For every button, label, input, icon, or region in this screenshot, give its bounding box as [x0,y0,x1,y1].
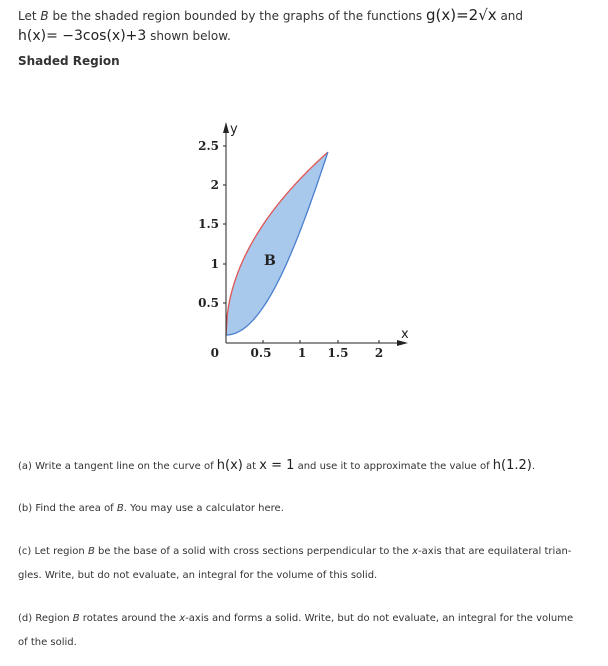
region-b-label: B [264,253,276,269]
question-text: (b) Find the area of [18,503,117,514]
question-c-line-2: gles. Write, but do not evaluate, an integral for the volume of this solid. [18,570,378,581]
x-tick-label: 1.5 [327,346,349,360]
question-d [18,607,573,655]
axis-variable: x [179,613,186,624]
y-tick-label: 2 [210,178,219,192]
region-b-fill [226,152,328,335]
axis-variable: x [412,546,419,557]
region-variable: B [87,546,95,557]
question-text: (a) Write a tangent line on the curve of [18,461,217,472]
question-text: (d) Region [18,613,73,624]
y-tick-label: 1.5 [198,217,219,231]
question-text: rotates around the [79,613,180,624]
y-tick-label: 2.5 [198,139,219,153]
question-text: . [531,461,536,472]
question-text: -axis and forms a solid. Write, but do not evaluate, an integral for the volume [185,613,574,624]
question-c [18,540,571,588]
x-tick-label: 2 [374,346,384,360]
x-axis-label: x [401,327,409,342]
question-d-line-1 [18,607,573,631]
x-tick-label: 0.5 [250,346,272,360]
y-axis-label: y [230,122,238,137]
math-expr: h(x) [216,458,243,473]
math-expr: x = 1 [259,458,295,473]
region-variable: B [116,503,124,514]
y-tick-label: 1 [210,257,219,271]
section-heading: Shaded Region [18,54,120,68]
h-function: h(x)= −3cos(x)+3 [18,28,147,44]
question-b [18,497,284,521]
y-tick-label: 0 [210,346,219,360]
math-expr: h(1.2) [492,458,532,473]
intro-text: shown below. [146,29,231,43]
question-text: . You may use a calculator here. [123,503,284,514]
question-text: (c) Let region [18,546,88,557]
question-text: be the base of a solid with cross sections perpendicular to the [94,546,413,557]
question-d-line-2: of the solid. [18,637,77,648]
y-tick-label: 0.5 [198,296,219,310]
question-c-line-1 [18,540,571,564]
region-variable: B [72,613,80,624]
intro-text: be the shaded region bounded by the graphs of the functions [48,9,426,23]
question-text: and use it to approximate the value of [294,461,493,472]
x-tick-label: 1 [297,346,307,360]
y-axis-arrow [223,122,229,133]
question-a [18,454,535,479]
intro-text: and [496,9,524,23]
question-text: -axis that are equilateral trian- [418,546,572,557]
g-function: g(x)=2√x [425,6,497,24]
region-variable: B [40,9,49,23]
question-text: at [242,461,260,472]
intro-text: Let [18,9,41,23]
